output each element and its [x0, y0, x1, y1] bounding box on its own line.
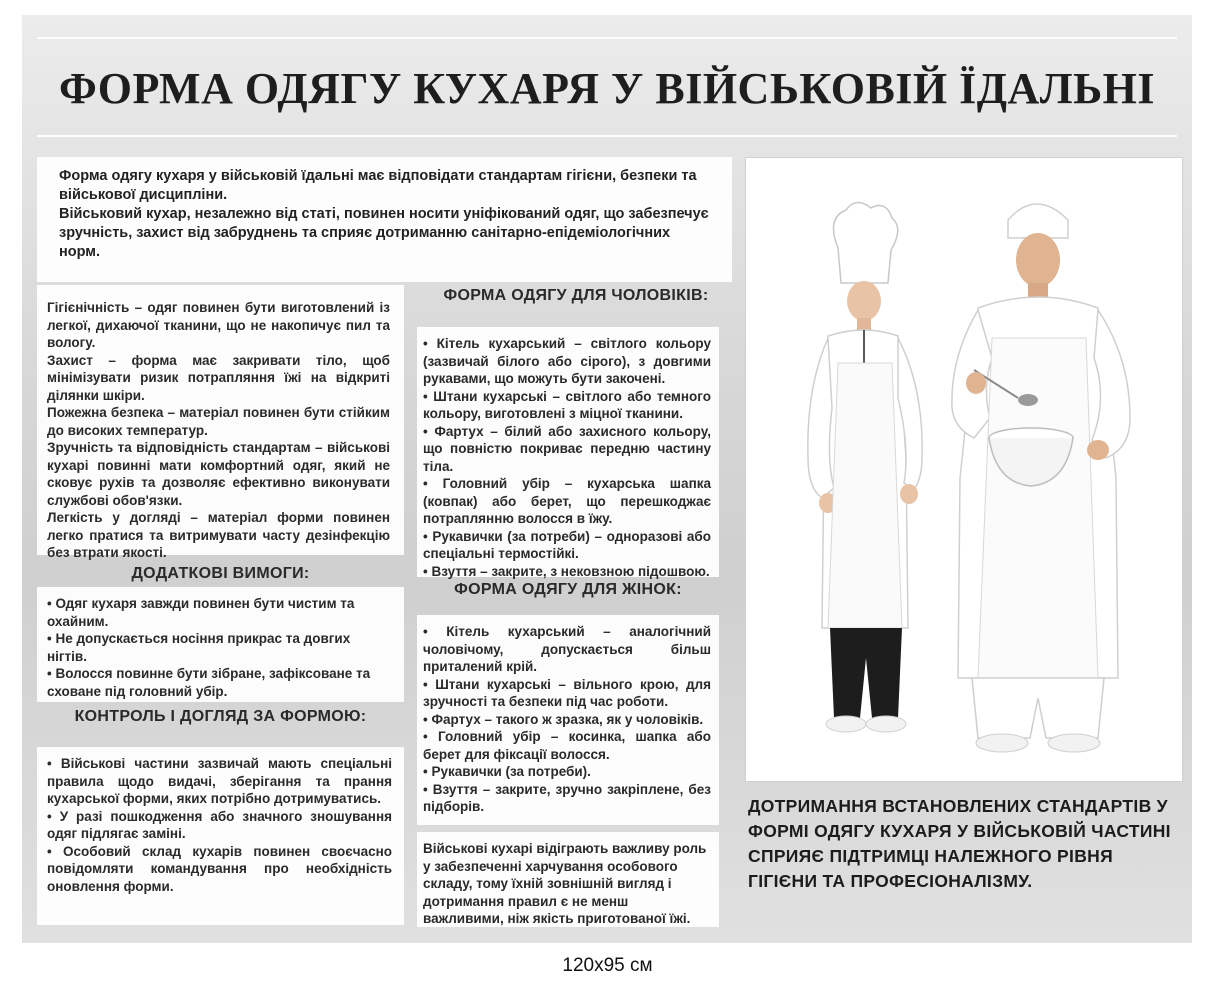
conclusion-text: ДОТРИМАННЯ ВСТАНОВЛЕНИХ СТАНДАРТІВ У ФОРМІ ОДЯГУ КУХАРЯ У ВІЙСЬКОВІЙ ЧАСТИНІ СПРИЯЄ ПІДТРИМЦІ НАЛЕЖНОГО РІВНЯ ГІГІЄНИ ТА ПРОФЕСІОНАЛІЗМУ.: [748, 796, 1171, 891]
list-item: • Штани кухарські – світлого або темного кольору, виготовлені з міцної тканини.: [423, 388, 711, 421]
general-item: Гігієнічність – одяг повинен бути виготовлений із легкої, дихаючої тканини, що не накопичує пил та вологу.: [47, 300, 390, 350]
control-heading: КОНТРОЛЬ І ДОГЛЯД ЗА ФОРМОЮ:: [74, 708, 367, 725]
title-top-rule: [37, 37, 1177, 39]
list-item: • Фартух – такого ж зразка, як у чоловіків.: [423, 711, 704, 727]
chefs-photo: [745, 157, 1183, 782]
list-item: • Штани кухарські – вільного крою, для зручності та безпеки під час роботи.: [423, 676, 711, 709]
list-item: • Волосся повинне бути зібране, зафіксоване та сховане під головний убір.: [47, 666, 371, 699]
list-item: • Одяг кухаря завжди повинен бути чистим та охайним.: [47, 596, 355, 629]
list-item: • Особовий склад кухарів повинен своєчасно повідомляти командування про необхідність оновлення форми.: [47, 843, 392, 894]
poster-board: [22, 15, 1192, 943]
women-panel: [417, 615, 719, 825]
role-text: Військові кухарі відіграють важливу роль у забезпеченні харчування особового складу, тому їхній зовнішній вигляд і дотримання правил є не менш важливими, ніж якість приготованої їжі.: [423, 841, 707, 926]
general-item: Пожежна безпека – матеріал повинен бути стійким до високих температур.: [47, 405, 390, 438]
general-requirements-panel: [37, 285, 404, 560]
chefs-illustration: [746, 158, 1183, 782]
control-panel: [37, 747, 404, 925]
poster-title: ФОРМА ОДЯГУ КУХАРЯ У ВІЙСЬКОВІЙ ЇДАЛЬНІ: [58, 64, 1156, 113]
women-heading: ФОРМА ОДЯГУ ДЛЯ ЖІНОК:: [454, 581, 682, 598]
general-item: Легкість у догляді – матеріал форми повинен легко пратися та витримувати часту дезінфекцію без втрати якості.: [47, 510, 390, 560]
list-item: • Кітель кухарський – світлого кольору (зазвичай білого або сірого), з довгими рукавами, що можуть бути закочені.: [423, 336, 711, 386]
intro-line-1: Форма одягу кухаря у військовій їдальні має відповідати стандартам гігієни, безпеки та військової дисципліни.: [59, 168, 697, 203]
title-bottom-rule: [37, 135, 1177, 137]
list-item: • Взуття – закрите, зручно закріплене, без підборів.: [423, 781, 711, 814]
list-item: • Не допускається носіння прикрас та довгих нігтів.: [47, 631, 351, 664]
list-item: • Кітель кухарський – аналогічний чоловічому, допускається більш приталений крій.: [423, 624, 711, 674]
intro-line-2: Військовий кухар, незалежно від статі, повинен носити уніфікований одяг, що забезпечує зручність, захист від забруднень та сприяє дотриманню санітарно-епідеміологічних норм.: [59, 206, 709, 260]
general-item: Зручність та відповідність стандартам – військові кухарі повинні мати комфортний одяг, який не сковує рухів та дозволяє ефективно виконувати службові обов'язки.: [47, 440, 390, 508]
additional-heading: ДОДАТКОВІ ВИМОГИ:: [131, 565, 310, 582]
men-heading: ФОРМА ОДЯГУ ДЛЯ ЧОЛОВІКІВ:: [443, 287, 709, 304]
size-label: 120x95 см: [562, 955, 653, 976]
list-item: • У разі пошкодження або значного зношування одяг підлягає заміні.: [47, 808, 392, 841]
man-chef-figure: [952, 204, 1130, 752]
woman-chef-figure: [808, 202, 922, 732]
list-item: • Фартух – білий або захисного кольору, що повністю покриває передню частину тіла.: [423, 423, 711, 474]
list-item: • Головний убір – косинка, шапка або берет для фіксації волосся.: [423, 729, 711, 762]
list-item: • Головний убір – кухарська шапка (ковпак) або берет, що перешкоджає потраплянню волосся в їжу.: [423, 476, 711, 526]
additional-panel: [37, 587, 404, 702]
list-item: • Військові частини зазвичай мають спеціальні правила щодо видачі, зберігання та прання кухарської форми, яких потрібно дотримуватись.: [47, 756, 392, 806]
list-item: • Рукавички (за потреби) – одноразові або спеціальні термостійкі.: [423, 528, 711, 561]
men-panel: [417, 327, 719, 577]
role-panel: [417, 832, 719, 927]
intro-panel: [37, 157, 732, 282]
list-item: • Взуття – закрите, з нековзною підошвою.: [423, 563, 710, 579]
list-item: • Рукавички (за потреби).: [423, 764, 591, 779]
general-item: Захист – форма має закривати тіло, щоб мінімізувати ризик потрапляння їжі на відкриті ділянки шкіри.: [47, 352, 390, 403]
